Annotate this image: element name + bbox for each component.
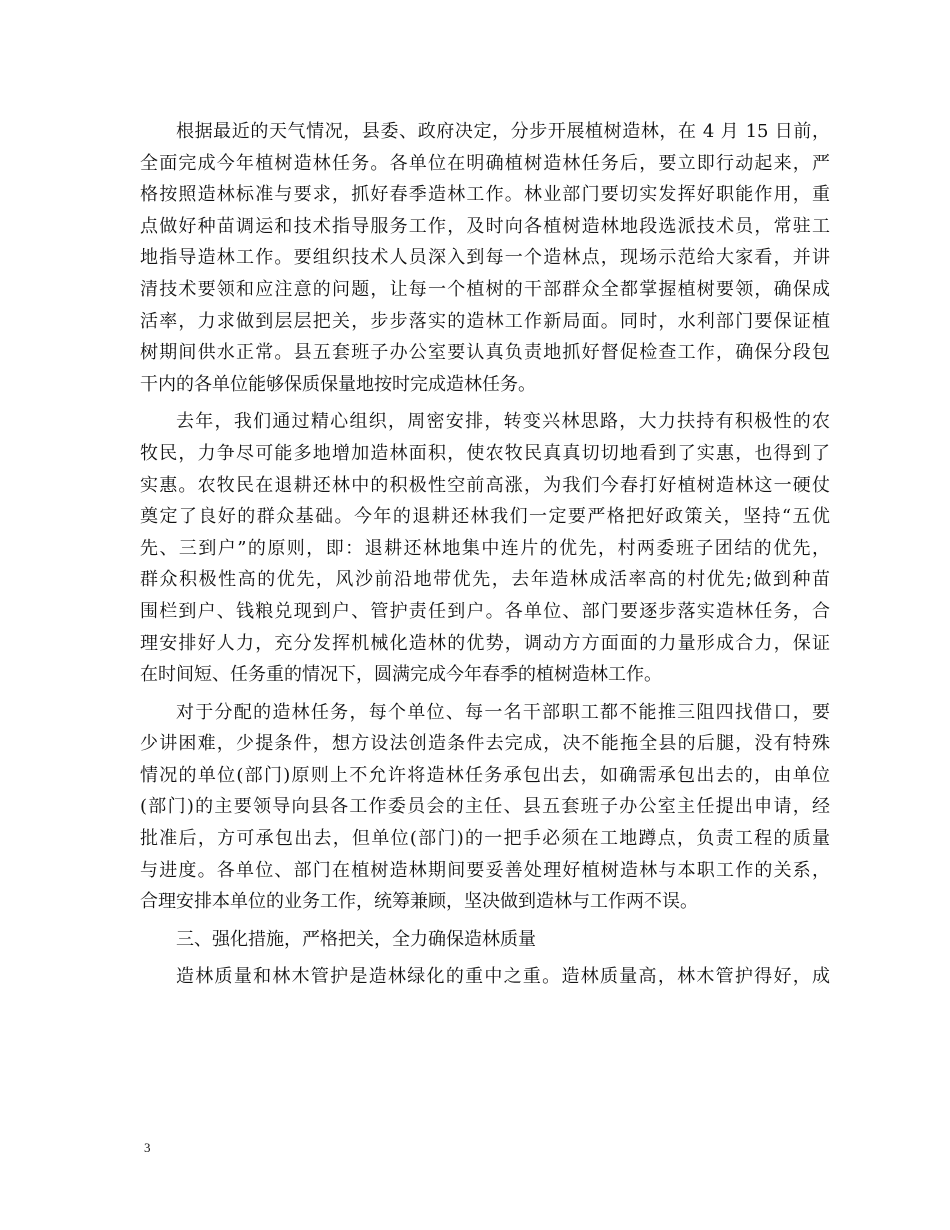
text-line: 全面完成今年植树造林任务。各单位在明确植树造林任务后，要立即行动起来，严 <box>140 152 830 174</box>
text-line: 牧民，力争尽可能多地增加造林面积，使农牧民真真切切地看到了实惠，也得到了 <box>140 442 830 464</box>
text-line: 点做好种苗调运和技术指导服务工作，及时向各植树造林地段选派技术员，常驻工 <box>140 215 830 237</box>
text-line: 合理安排本单位的业务工作，统筹兼顾，坚决做到造林与工作两不误。 <box>140 891 698 913</box>
text-line: 地指导造林工作。要组织技术人员深入到每一个造林点，现场示范给大家看，并讲 <box>140 247 830 269</box>
text-line: 造林质量和林木管护是造林绿化的重中之重。造林质量高，林木管护得好，成 <box>176 966 830 988</box>
text-line: 去年，我们通过精心组织，周密安排，转变兴林思路，大力扶持有积极性的农 <box>176 411 830 433</box>
text-line: 实惠。农牧民在退耕还林中的积极性空前高涨，为我们今春打好植树造林这一硬仗 <box>140 474 830 496</box>
paragraph <box>140 924 830 956</box>
paragraph <box>140 961 830 993</box>
paragraph <box>140 116 830 400</box>
text-line: 格按照造林标准与要求，抓好春季造林工作。林业部门要切实发挥好职能作用，重 <box>140 184 830 206</box>
text-line: 与进度。各单位、部门在植树造林期间要妥善处理好植树造林与本职工作的关系， <box>140 859 830 881</box>
text-line: 在时间短、任务重的情况下，圆满完成今年春季的植树造林工作。 <box>140 664 662 686</box>
text-line: 奠定了良好的群众基础。今年的退耕还林我们一定要严格把好政策关，坚持“五优 <box>140 506 830 528</box>
text-line: 少讲困难，少提条件，想方设法创造条件去完成，决不能拖全县的后腿，没有特殊 <box>140 733 830 755</box>
paragraph <box>140 406 830 690</box>
text-line: 对于分配的造林任务，每个单位、每一名干部职工都不能推三阻四找借口，要 <box>176 701 830 723</box>
text-line: 情况的单位(部门)原则上不允许将造林任务承包出去，如确需承包出去的，由单位 <box>140 764 830 786</box>
text-line: 活率，力求做到层层把关，步步落实的造林工作新局面。同时，水利部门要保证植 <box>140 310 830 332</box>
body-text <box>140 116 830 999</box>
text-line: 根据最近的天气情况，县委、政府决定，分步开展植树造林，在 4 月 15 日前， <box>176 121 830 142</box>
text-line: 理安排好人力，充分发挥机械化造林的优势，调动方方面面的力量形成合力，保证 <box>140 632 830 654</box>
text-line: 围栏到户、钱粮兑现到户、管护责任到户。各单位、部门要逐步落实造林任务，合 <box>140 600 830 622</box>
text-line: 三、强化措施，严格把关，全力确保造林质量 <box>176 928 536 950</box>
text-line: (部门)的主要领导向县各工作委员会的主任、县五套班子办公室主任提出申请，经 <box>140 796 830 818</box>
text-line: 群众积极性高的优先，风沙前沿地带优先，去年造林成活率高的村优先;做到种苗 <box>140 569 830 591</box>
text-line: 先、三到户”的原则，即：退耕还林地集中连片的优先，村两委班子团结的优先， <box>140 537 830 559</box>
page-number: 3 <box>144 1140 151 1155</box>
text-line: 干内的各单位能够保质保量地按时完成造林任务。 <box>140 373 536 395</box>
text-line: 批准后，方可承包出去，但单位(部门)的一把手必须在工地蹲点，负责工程的质量 <box>140 828 830 850</box>
paragraph <box>140 697 830 918</box>
text-line: 树期间供水正常。县五套班子办公室要认真负责地抓好督促检查工作，确保分段包 <box>140 342 830 364</box>
text-line: 清技术要领和应注意的问题，让每一个植树的干部群众全都掌握植树要领，确保成 <box>140 278 830 300</box>
